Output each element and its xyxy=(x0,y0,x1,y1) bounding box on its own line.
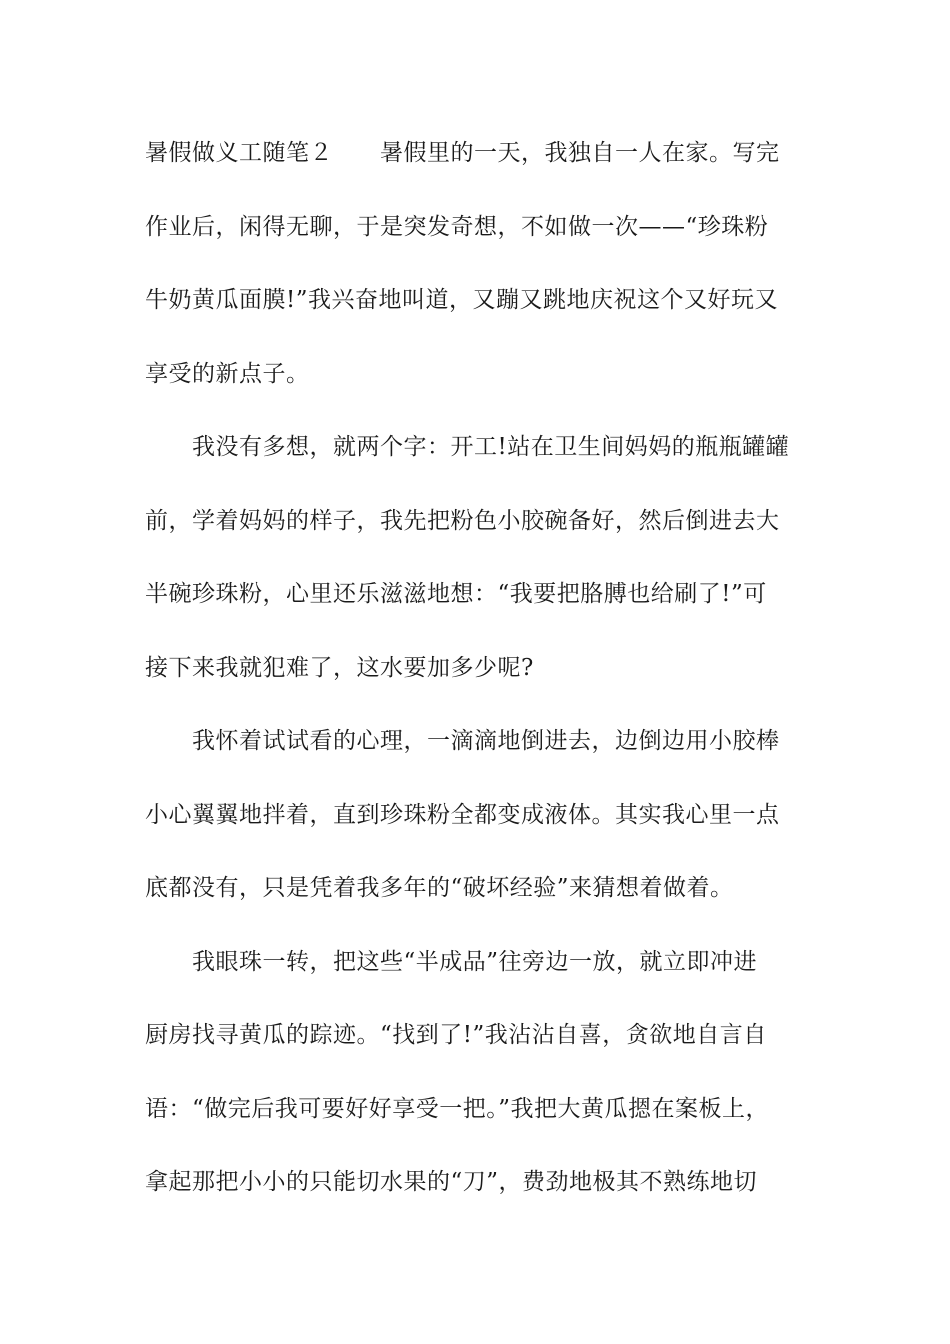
text-line: 半碗珍珠粉，心里还乐滋滋地想：“我要把胳膊也给刷了!”可 xyxy=(145,581,767,607)
text-line: 拿起那把小小的只能切水果的“刀”，费劲地极其不熟练地切 xyxy=(145,1169,758,1195)
text-line: 前，学着妈妈的样子，我先把粉色小胶碗备好，然后倒进去大 xyxy=(145,507,780,534)
text-line: 厨房找寻黄瓜的踪迹。“找到了!”我沾沾自喜，贪欲地自言自 xyxy=(145,1022,767,1048)
text-line: 牛奶黄瓜面膜!”我兴奋地叫道，又蹦又跳地庆祝这个又好玩又 xyxy=(145,287,779,313)
text-line: 我没有多想，就两个字：开工!站在卫生间妈妈的瓶瓶罐罐 xyxy=(192,434,790,460)
text-line: 我眼珠一转，把这些“半成品”往旁边一放，就立即冲进 xyxy=(192,948,758,975)
text-line: 我怀着试试看的心理，一滴滴地倒进去，边倒边用小胶棒 xyxy=(192,728,780,754)
text-line: 接下来我就犯难了，这水要加多少呢? xyxy=(145,654,534,681)
text-line: 暑假做义工随笔２ 暑假里的一天，我独自一人在家。写完 xyxy=(145,140,780,166)
text-line: 作业后，闲得无聊，于是突发奇想，不如做一次——“珍珠粉 xyxy=(145,213,769,240)
text-line: 享受的新点子。 xyxy=(145,360,310,387)
text-line: 小心翼翼地拌着，直到珍珠粉全都变成液体。其实我心里一点 xyxy=(145,801,780,828)
text-line: 语：“做完后我可要好好享受一把。”我把大黄瓜摁在案板上， xyxy=(145,1095,770,1122)
text-line: 底都没有，只是凭着我多年的“破坏经验”来猜想着做着。 xyxy=(145,875,734,901)
document-body xyxy=(145,131,825,1234)
